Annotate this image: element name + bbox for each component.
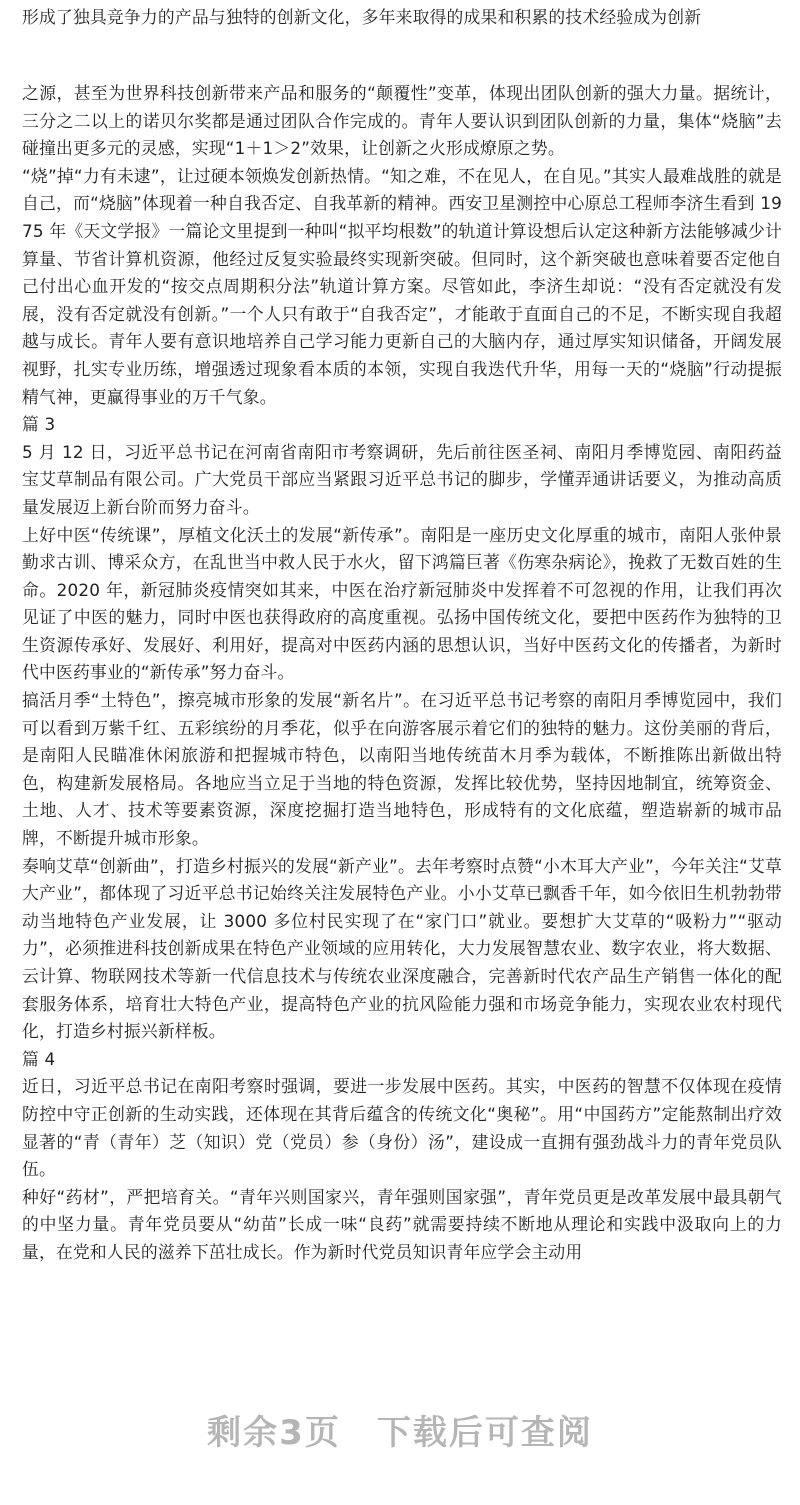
- download-banner[interactable]: [0, 1405, 800, 1454]
- paragraph: 5 月 12 日，习近平总书记在河南省南阳市考察调研，先后前往医圣祠、南阳月季博览园、南阳药益宝艾草制品有限公司。广大党员干部应当紧跟习近平总书记的脚步，学懂弄通讲话要义，为推动高质量发展迈上新台阶而努力奋斗。: [22, 441, 782, 517]
- paragraph: 之源，甚至为世界科技创新带来产品和服务的“颠覆性”变革，体现出团队创新的强大力量。据统计，三分之二以上的诺贝尔奖都是通过团队合作完成的。青年人要认识到团队创新的力量，集体“烧脑”去碰撞出更多元的灵感，实现“1＋1＞2”效果，让创新之火形成燎原之势。: [22, 83, 782, 159]
- remaining-pages-text: 剩余3页: [207, 1413, 341, 1453]
- paragraph: 搞活月季“土特色”，擦亮城市形象的发展“新名片”。在习近平总书记考察的南阳月季博览园中，我们可以看到万紫千红、五彩缤纷的月季花，似乎在向游客展示着它们的独特的魅力。这份美丽的背后，是南阳人民瞄准休闲旅游和把握城市特色，以南阳当地传统苗木月季为载体，不断推陈出新做出特色，构建新发展格局。各地应当立足于当地的特色资源，发挥比较优势，坚持因地制宜，统筹资金、土地、人才、技术等要素资源，深度挖掘打造当地特色，形成特有的文化底蕴，塑造崭新的城市品牌，不断提升城市形象。: [22, 690, 782, 849]
- paragraph: 上好中医“传统课”，厚植文化沃土的发展“新传承”。南阳是一座历史文化厚重的城市，南阳人张仲景勤求古训、博采众方，在乱世当中救人民于水火，留下鸿篇巨著《伤寒杂病论》，挽救了无数百姓的生命。2020 年，新冠肺炎疫情突如其来，中医在治疗新冠肺炎中发挥着不可忽视的作用，让我们再次见证了中医的魅力，同时中医也获得政府的高度重视。弘扬中国传统文化，要把中医药作为独特的卫生资源传承好、发展好、利用好，提高对中医药内涵的思想认识，当好中医药文化的传播者，为新时代中医药事业的“新传承”努力奋斗。: [22, 524, 782, 683]
- download-prompt-text: 下载后可查阅: [376, 1413, 593, 1453]
- paragraph: 种好“药材”，严把培育关。“青年兴则国家兴，青年强则国家强”，青年党员更是改革发展中最具朝气的中坚力量。青年党员要从“幼苗”长成一味“良药”就需要持续不断地从理论和实践中汲取向上的力量，在党和人民的滋养下茁壮成长。作为新时代党员知识青年应学会主动用: [22, 1186, 782, 1262]
- paragraph: 近日，习近平总书记在南阳考察时强调，要进一步发展中医药。其实，中医药的智慧不仅体现在疫情防控中守正创新的生动实践，还体现在其背后蕴含的传统文化“奥秘”。用“中国药方”定能熬制出疗效显著的“青（青年）芝（知识）党（党员）参（身份）汤”，建设成一直拥有强劲战斗力的青年党员队伍。: [22, 1076, 782, 1180]
- paragraph: “烧”掉“力有未逮”，让过硬本领焕发创新热情。“知之难，不在见人，在自见。”其实人最难战胜的就是自己，而“烧脑”体现着一种自我否定、自我革新的精神。西安卫星测控中心原总工程师李济生看到 1975 年《天文学报》一篇论文里提到一种叫“拟平均根数”的轨道计算设想后认定这种新方法能够减少计算量、节省计算机资源，他经过反复实验最终实现新突破。但同时，这个新突破也意味着要否定他自己付出心血开发的“按交点周期积分法”轨道计算方案。尽管如此，李济生却说：“没有否定就没有发展，没有否定就没有创新。”一个人只有敢于“自我否定”，才能敢于直面自己的不足，不断实现自我超越与成长。青年人要有意识地培养自己学习能力更新自己的大脑内存，通过厚实知识储备，开阔发展视野，扎实专业历练，增强透过现象看本质的本领，实现自我迭代升华，用每一天的“烧脑”行动提振精气神，更赢得事业的万千气象。: [22, 165, 782, 407]
- section-heading: 篇 4: [22, 1048, 56, 1069]
- first-line: 形成了独具竞争力的产品与独特的创新文化，多年来取得的成果和积累的技术经验成为创新: [22, 7, 702, 27]
- section-heading: 篇 3: [22, 414, 56, 435]
- article-body: [22, 80, 782, 1267]
- paragraph: 奏响艾草“创新曲”，打造乡村振兴的发展“新产业”。去年考察时点赞“小木耳大产业”，今年关注“艾草大产业”，都体现了习近平总书记始终关注发展特色产业。小小艾草已飘香千年，如今依旧生机勃勃带动当地特色产业发展，让 3000 多位村民实现了在“家门口”就业。要想扩大艾草的“吸粉力”“驱动力”，必须推进科技创新成果在特色产业领域的应用转化，大力发展智慧农业、数字农业，将大数据、云计算、物联网技术等新一代信息技术与传统农业深度融合，完善新时代农产品生产销售一体化的配套服务体系，培育壮大特色产业，提高特色产业的抗风险能力强和市场竞争能力，实现农业农村现代化，打造乡村振兴新样板。: [22, 855, 782, 1042]
